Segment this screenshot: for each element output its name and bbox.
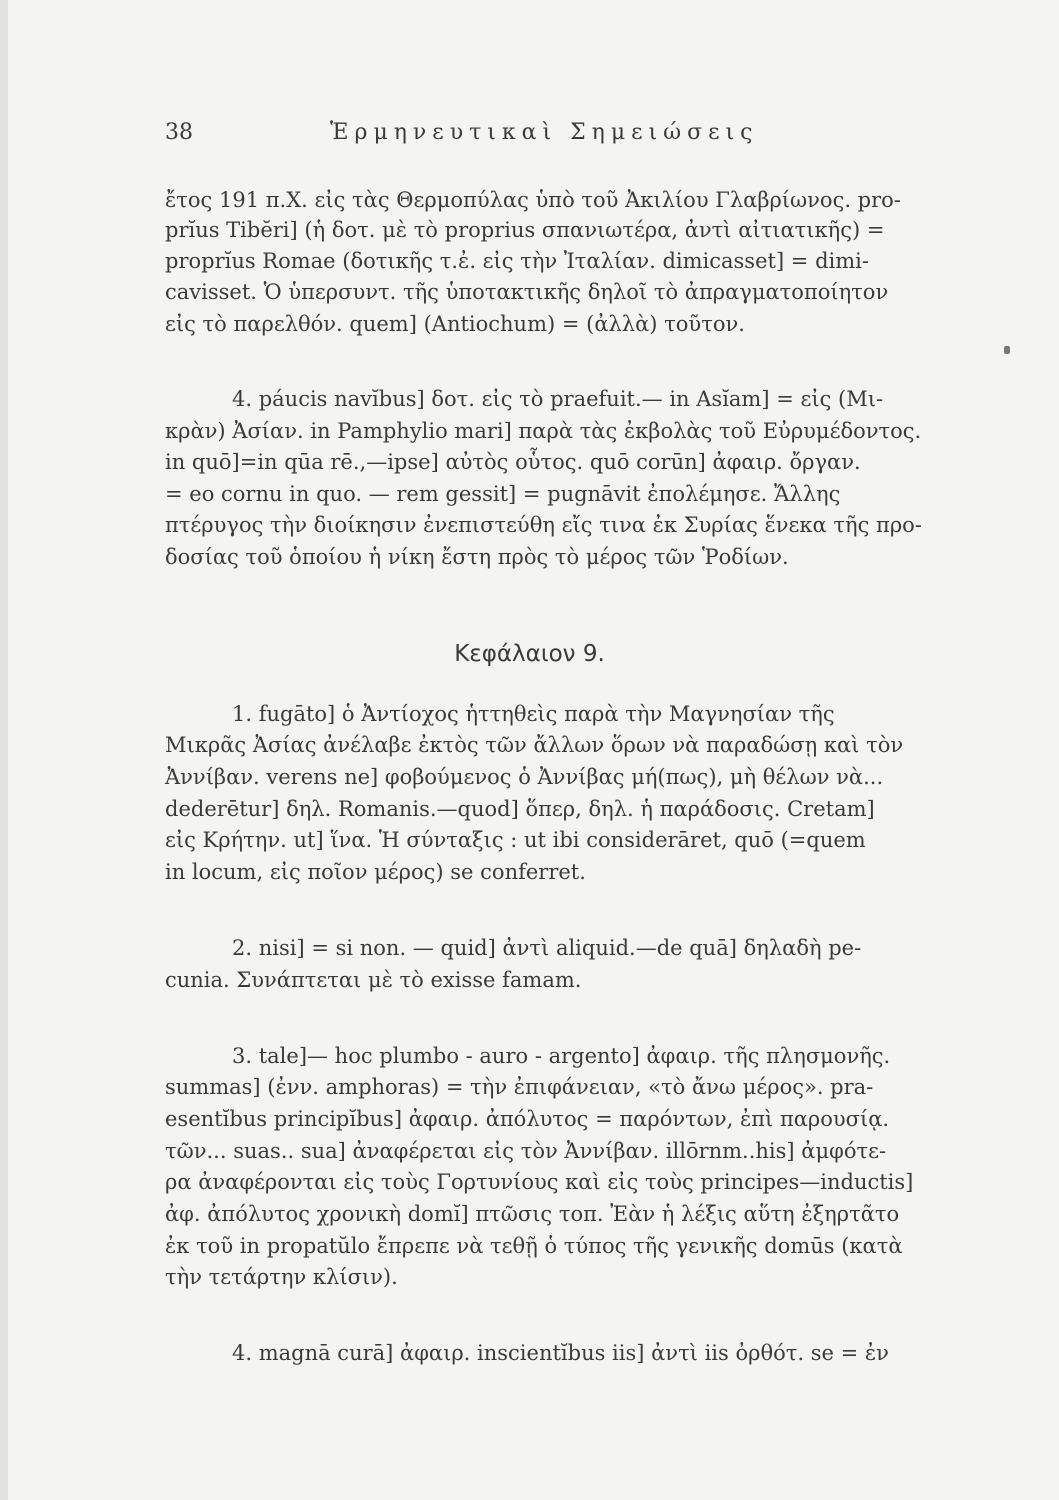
text-line: ἔτος 191 π.Χ. εἰς τὰς Θερμοπύλας ὑπὸ τοῦ Ἀκιλίου Γλαβρίωνος. pro- [165, 188, 901, 212]
page-edge-shadow [0, 0, 8, 1500]
ink-speck [1004, 346, 1010, 354]
chapter-heading: Κεφάλαιον 9. [454, 641, 605, 667]
text-line: δοσίας τοῦ ὁποίου ἡ νίκη ἔστη πρὸς τὸ μέρος τῶν Ῥοδίων. [165, 545, 789, 569]
text-line: proprĭus Romae (δοτικῆς τ.ἐ. εἰς τὴν Ἰταλίαν. dimicasset] = dimi- [165, 249, 869, 273]
running-title: Ἑρμηνευτικαὶ Σημειώσεις [330, 120, 759, 145]
text-line: 3. tale]— hoc plumbo - auro - argento] ἀφαιρ. τῆς πλησμονῆς. [232, 1044, 891, 1068]
text-line: cunia. Συνάπτεται μὲ τὸ exisse famam. [165, 968, 582, 992]
text-line: 4. magnā curā] ἀφαιρ. inscientĭbus iis] ἀντὶ iis ὀρθότ. se = ἐν [232, 1341, 889, 1365]
text-line: ρα ἀναφέρονται εἰς τοὺς Γορτυνίους καὶ εἰς τοὺς principes—inductis] [165, 1170, 914, 1194]
text-line: τὴν τετάρτην κλίσιν). [165, 1265, 398, 1289]
text-line: τῶν... suas.. sua] ἀναφέρεται εἰς τὸν Ἀννίβαν. illōrnm..his] ἀμφότε- [165, 1139, 887, 1163]
text-line: Μικρᾶς Ἀσίας ἀνέλαβε ἐκτὸς τῶν ἄλλων ὅρων νὰ παραδώσῃ καὶ τὸν [165, 733, 904, 757]
text-line: Ἀννίβαν. verens ne] φοβούμενος ὁ Ἀννίβας μή(πως), μὴ θέλων νὰ... [165, 765, 884, 789]
page-number: 38 [165, 120, 193, 145]
text-line: summas] (ἐνν. amphoras) = τὴν ἐπιφάνειαν, «τὸ ἄνω μέρος». pra- [165, 1075, 874, 1099]
page-header [165, 120, 1025, 156]
text-line: 1. fugāto] ὁ Ἀντίοχος ἡττηθεὶς παρὰ τὴν Μαγνησίαν τῆς [232, 702, 835, 726]
text-line: in locum, εἰς ποῖον μέρος) se conferret. [165, 860, 586, 884]
text-line: ἐκ τοῦ in propatŭlo ἔπρεπε νὰ τεθῇ ὁ τύπος τῆς γενικῆς domūs (κατὰ [165, 1234, 903, 1258]
text-line: 2. nisi] = si non. — quid] ἀντὶ aliquid.—de quā] δηλαδὴ pe- [232, 936, 862, 960]
text-line: esentĭbus principĭbus] ἀφαιρ. ἀπόλυτος = παρόντων, ἐπὶ παρουσίᾳ. [165, 1107, 890, 1131]
text-line: in quō]=in qūa rē.,—ipse] αὐτὸς οὗτος. quō corūn] ἀφαιρ. ὄργαν. [165, 450, 861, 474]
text-line: 4. páucis navĭbus] δοτ. εἰς τὸ praefuit.— in Asĭam] = εἰς (Μι- [232, 387, 884, 411]
text-line: πτέρυγος τὴν διοίκησιν ἐνεπιστεύθη εἴς τινα ἐκ Συρίας ἕνεκα τῆς προ- [165, 513, 922, 537]
text-line: εἰς τὸ παρελθόν. quem] (Antiochum) = (ἀλλὰ) τοῦτον. [165, 312, 745, 336]
text-line: κρὰν) Ἀσίαν. in Pamphylio mari] παρὰ τὰς ἐκβολὰς τοῦ Εὐρυμέδοντος. [165, 419, 922, 443]
text-line: = eo cornu in quo. — rem gessit] = pugnāvit ἐπολέμησε. Ἄλλης [165, 482, 841, 506]
text-line: prĭus Tibĕri] (ἡ δοτ. μὲ τὸ proprius σπανιωτέρα, ἀντὶ αἰτιατικῆς) = [165, 218, 885, 242]
text-line: εἰς Κρήτην. ut] ἵνα. Ἡ σύνταξις : ut ibi considerāret, quō (=quem [165, 828, 866, 852]
text-line: dederētur] δηλ. Romanis.—quod] ὅπερ, δηλ. ἡ παράδοσις. Cretam] [165, 797, 875, 821]
text-line: cavisset. Ὁ ὑπερσυντ. τῆς ὑποτακτικῆς δηλοῖ τὸ ἀπραγματοποίητον [165, 280, 889, 304]
text-line: ἀφ. ἀπόλυτος χρονικὴ domĭ] πτῶσις τοπ. Ἐὰν ἡ λέξις αὕτη ἐξηρτᾶτο [165, 1202, 900, 1226]
